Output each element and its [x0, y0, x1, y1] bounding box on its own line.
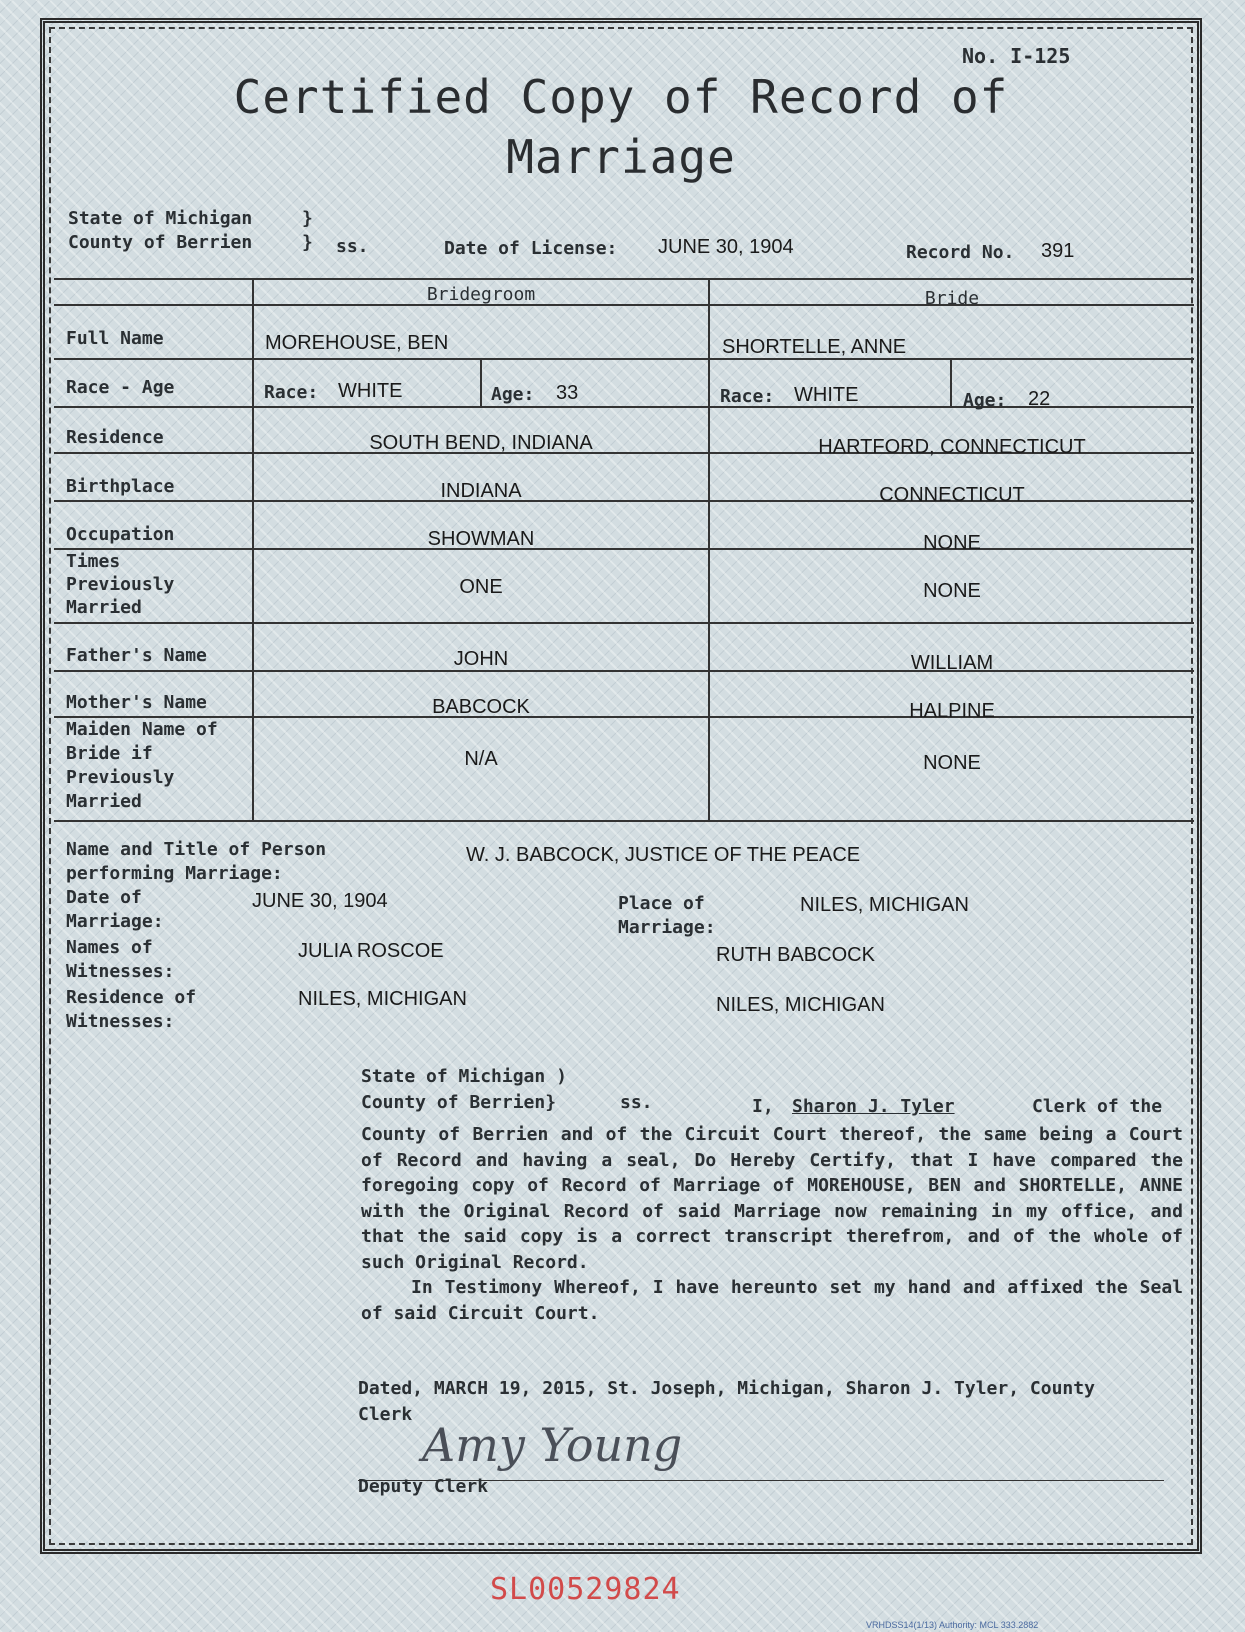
- bride-race: WHITE: [794, 384, 859, 406]
- bride-residence: HARTFORD, CONNECTICUT: [818, 436, 1086, 458]
- cert-i: I,: [752, 1096, 774, 1117]
- witnesses-label: Names of Witnesses:: [66, 937, 175, 982]
- county-brace: }: [302, 232, 313, 253]
- bride-father: WILLIAM: [910, 652, 994, 674]
- row-label-father: Father's Name: [66, 645, 207, 666]
- witness-1-residence: NILES, MICHIGAN: [298, 988, 467, 1010]
- row-label-full-name: Full Name: [66, 328, 164, 349]
- record-number: 391: [1041, 240, 1075, 262]
- column-header-bridegroom: Bridegroom: [426, 284, 536, 305]
- serial-number: SL00529824: [490, 1572, 681, 1607]
- bride-full-name: SHORTELLE, ANNE: [722, 336, 907, 358]
- groom-age-label: Age:: [491, 384, 535, 405]
- certification-text: [361, 1122, 1183, 1326]
- marriage-date: JUNE 30, 1904: [252, 890, 388, 912]
- row-label-race-age: Race - Age: [66, 377, 175, 398]
- title-line-1: Certified Copy of Record of: [233, 70, 1009, 124]
- witness-2-residence: NILES, MICHIGAN: [716, 994, 885, 1016]
- certification-body: County of Berrien and of the Circuit Court thereof, the same being a Court of Record and having a seal, Do Hereby Certify, that I have compared the foregoing copy of Record of Marriage of MOREHOUSE, BEN and SHORTELLE, ANNE with the Original Record of said Marriage now remaining in my office, and that the said copy is a correct transcript therefrom, and of the whole of such Original Record.: [361, 1124, 1183, 1273]
- groom-maiden-name: N/A: [464, 748, 498, 770]
- row-label-residence: Residence: [66, 427, 164, 448]
- state-label: State of Michigan: [68, 208, 253, 229]
- certificate-number: No. I-125: [962, 44, 1071, 68]
- bride-occupation: NONE: [923, 532, 981, 554]
- license-label: Date of License:: [444, 238, 618, 259]
- title-line-2: Marriage: [506, 130, 736, 184]
- county-label: County of Berrien: [68, 232, 253, 253]
- groom-race: WHITE: [338, 380, 403, 402]
- groom-birthplace: INDIANA: [440, 480, 522, 502]
- groom-mother: BABCOCK: [432, 696, 530, 718]
- record-label: Record No.: [906, 242, 1015, 263]
- bride-birthplace: CONNECTICUT: [879, 484, 1025, 506]
- ss-label: ss.: [336, 236, 369, 257]
- cert-state: State of Michigan ): [361, 1066, 567, 1087]
- clerk-name: Sharon J. Tyler: [792, 1096, 955, 1117]
- witness-2: RUTH BABCOCK: [716, 944, 875, 966]
- officiant: W. J. BABCOCK, JUSTICE OF THE PEACE: [466, 844, 861, 866]
- testimony-text: In Testimony Whereof, I have hereunto set my hand and affixed the Seal of said Circuit Court.: [361, 1277, 1183, 1324]
- officiant-label: Name and Title of Person performing Marriage:: [66, 839, 327, 884]
- marriage-date-label: Date of Marriage:: [66, 887, 164, 932]
- cert-after-name: Clerk of the: [1032, 1096, 1163, 1117]
- row-label-maiden-name: Maiden Name of Bride if Previously Married: [66, 719, 218, 812]
- state-brace: }: [302, 208, 313, 229]
- row-label-birthplace: Birthplace: [66, 476, 175, 497]
- groom-residence: SOUTH BEND, INDIANA: [369, 432, 593, 454]
- bride-age: 22: [1028, 388, 1051, 410]
- cert-county: County of Berrien}: [361, 1092, 557, 1113]
- bride-maiden-name: NONE: [923, 752, 981, 774]
- deputy-signature: Amy Young: [422, 1418, 683, 1472]
- groom-father: JOHN: [453, 648, 509, 670]
- groom-full-name: MOREHOUSE, BEN: [265, 332, 449, 354]
- bride-age-label: Age:: [963, 390, 1007, 411]
- row-label-occupation: Occupation: [66, 524, 175, 545]
- marriage-place-label: Place of Marriage:: [618, 893, 716, 938]
- license-date: JUNE 30, 1904: [658, 236, 794, 258]
- cert-ss: ss.: [620, 1092, 653, 1113]
- witness-residence-label: Residence of Witnesses:: [66, 987, 197, 1032]
- groom-times-married: ONE: [459, 576, 503, 598]
- column-header-bride: Bride: [924, 288, 980, 309]
- dated-line: Dated, MARCH 19, 2015, St. Joseph, Michigan, Sharon J. Tyler, County Clerk: [358, 1378, 1095, 1425]
- bride-times-married: NONE: [923, 580, 981, 602]
- deputy-clerk-label: Deputy Clerk: [358, 1476, 489, 1497]
- marriage-place: NILES, MICHIGAN: [800, 894, 969, 916]
- bride-mother: HALPINE: [909, 700, 995, 722]
- groom-race-label: Race:: [264, 382, 319, 403]
- row-label-mother: Mother's Name: [66, 692, 207, 713]
- groom-occupation: SHOWMAN: [427, 528, 535, 550]
- bride-race-label: Race:: [720, 386, 775, 407]
- row-label-times-married: Times Previously Married: [66, 551, 175, 618]
- groom-age: 33: [556, 382, 579, 404]
- form-code: VRHDSS14(1/13) Authority: MCL 333.2882: [866, 1620, 1039, 1630]
- witness-1: JULIA ROSCOE: [298, 940, 444, 962]
